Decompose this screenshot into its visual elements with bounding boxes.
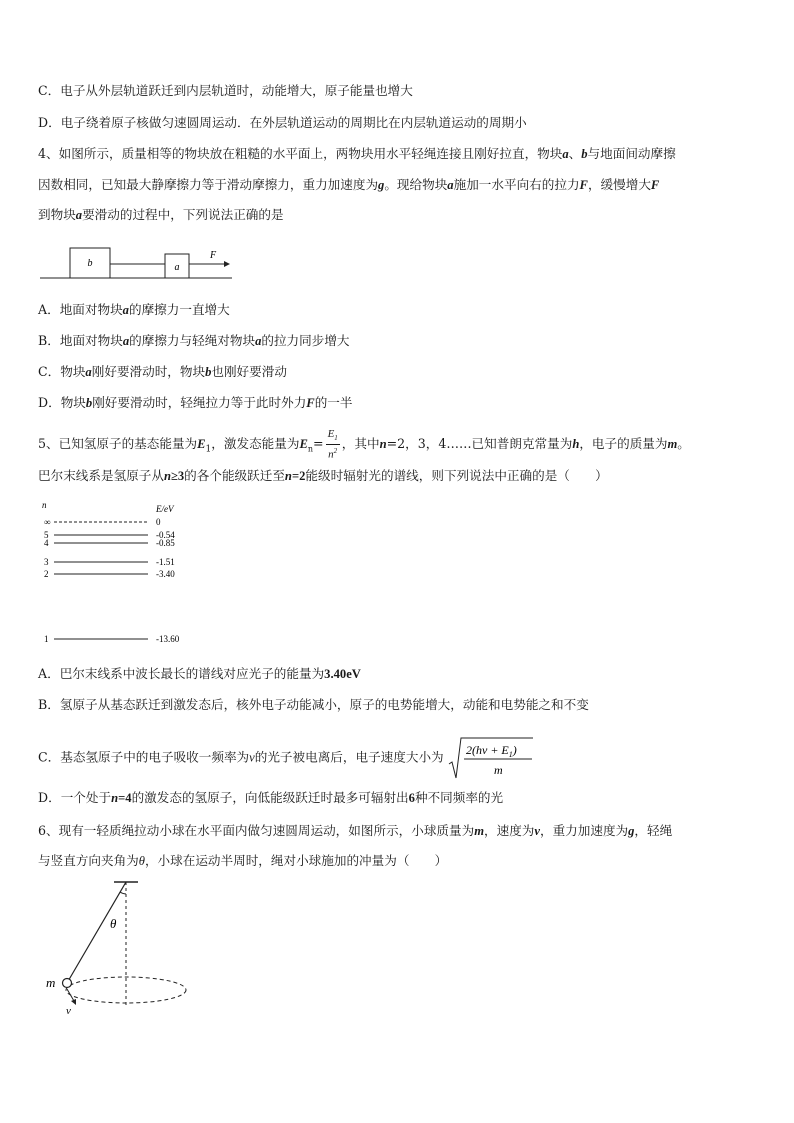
question-5-option-a: A．巴尔末线系中波长最长的谱线对应光子的能量为3.40eV [38,666,361,681]
block-b-label: b [87,258,93,269]
string [67,882,126,983]
option-c-previous: C．电子从外层轨道跃迁到内层轨道时，动能增大，原子能量也增大 [38,83,413,98]
option-d-previous: D．电子绕着原子核做匀速圆周运动．在外层轨道运动的周期比在内层轨道运动的周期小 [38,115,527,130]
level-n-label: 4 [44,538,49,548]
force-arrowhead [224,261,230,267]
question-6-line-1: 6、现有一轻质绳拉动小球在水平面内做匀速圆周运动，如图所示，小球质量为m，速度为v，重力加速度为g，轻绳 [38,823,673,838]
svg-text:2(hν + E1): $2(h\nu + E_1)$ [465,743,517,759]
level-n-label: 2 [44,569,49,579]
force-label: F [210,250,217,261]
question-4-option-d: D．物块b刚好要滑动时，轻绳拉力等于此时外力F的一半 [38,395,353,410]
question-4-line-1: 4、如图所示，质量相等的物块放在粗糙的水平面上，两物块用水平轻绳连接且刚好拉直，物块a、b与地面间动摩擦 [38,146,676,161]
question-4-option-c: C．物块a刚好要滑动时，物块b也刚好要滑动 [38,364,287,379]
question-4-line-3: 到物块a要滑动的过程中，下列说法正确的是 [38,207,284,222]
level-energy-label: -0.85 [156,538,175,548]
question-4-option-b: B．地面对物块a的摩擦力与轻绳对物块a的拉力同步增大 [38,333,350,348]
question-5-option-b: B．氢原子从基态跃迁到激发态后，核外电子动能减小，原子的电势能增大，动能和电势能之和不变 [38,697,589,712]
ball [63,979,72,988]
level-energy-label: -1.51 [156,557,175,567]
question-6-line-2: 与竖直方向夹角为θ，小球在运动半周时，绳对小球施加的冲量为（ ） [38,853,448,868]
question-5-line-1: 5、已知氢原子的基态能量为$E_1$，激发态能量为$E_n=$ $\frac{E_1}{n^2}$ ，其中n=2，3，4……已知普朗克常量为h，电子的质量为m。 [38,428,690,461]
mass-label: m [46,975,56,990]
conical-pendulum-figure [40,880,200,1020]
n-axis-header: n [42,500,47,510]
question-5-option-d: D．一个处于n=4的激发态的氢原子，向低能级跃迁时最多可辐射出6种不同频率的光 [38,790,504,805]
level-energy-label: 0 [156,517,161,527]
block-a-label: a [174,262,180,273]
level-energy-label: -13.60 [156,634,180,644]
question-4-line-2: 因数相同，已知最大静摩擦力等于滑动摩擦力，重力加速度为g。现给物块a施加一水平向右的拉力F，缓慢增大F [38,177,660,192]
level-n-label: ∞ [44,517,51,527]
level-n-label: 1 [44,634,49,644]
level-energy-label: -0.54 [156,530,175,540]
question-5-option-c: C．基态氢原子中的电子吸收一频率为ν的光子被电离后，电子速度大小为 $2(h\nu + E_1)$ m [38,736,534,780]
angle-arc [120,892,126,894]
velocity-arrow [67,989,74,1001]
energy-formula-fraction: $\frac{E_1}{n^2}$ [327,428,338,461]
question-5-line-2: 巴尔末线系是氢原子从n≥3的各个能级跃迁至n=2能级时辐射光的谱线，则下列说法中正确的是（ ） [38,468,608,483]
theta-label: θ [110,916,117,931]
velocity-label: v [66,1005,71,1017]
svg-text:m: m [493,763,503,777]
energy-level-diagram [36,498,196,650]
blocks-figure [40,244,240,284]
level-energy-label: -3.40 [156,569,175,579]
speed-formula [448,736,534,780]
question-4-option-a: A．地面对物块a的摩擦力一直增大 [38,302,230,317]
e-axis-header: E/eV [156,504,174,514]
level-n-label: 5 [44,530,49,540]
level-n-label: 3 [44,557,49,567]
